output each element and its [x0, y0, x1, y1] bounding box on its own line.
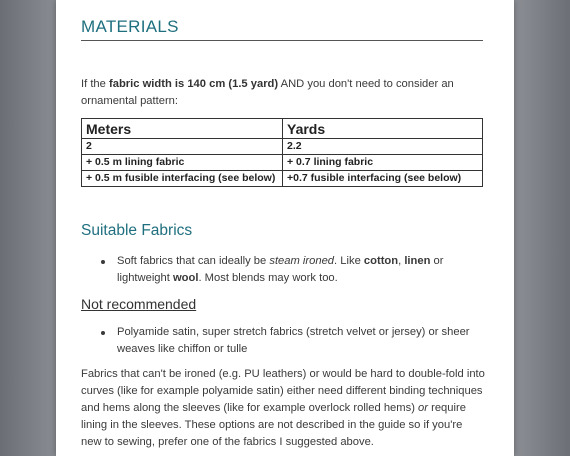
intro-text-2: AND you don't need to consider an ornamental pattern: — [81, 78, 454, 107]
cell-meters-lining: + 0.5 m lining fabric — [82, 155, 283, 171]
cell-meters-base: 2 — [82, 139, 283, 155]
bullet-icon — [101, 260, 105, 264]
bullet-text: . Like — [334, 255, 364, 267]
paragraph-text: require lining in the sleeves. These options are not described in the guide so if you're new to sewing, prefer one of the fabrics I suggested above. — [81, 402, 466, 448]
bullet-text: . Most blends may work too. — [198, 272, 338, 284]
cell-yards-lining: + 0.7 lining fabric — [283, 155, 483, 171]
bullet-text: Soft fabrics that can ideally be — [117, 255, 270, 267]
cell-meters-interfacing: + 0.5 m fusible interfacing (see below) — [82, 171, 283, 187]
document-page — [56, 0, 514, 456]
or-italic-text: or — [418, 402, 428, 414]
linen-text: linen — [404, 255, 431, 267]
steam-ironed-text: steam ironed — [269, 255, 335, 267]
bullet-text: or lightweight — [117, 255, 444, 284]
suitable-fabrics-list — [101, 253, 471, 287]
not-recommended-list — [101, 324, 471, 358]
intro-fabric-width: fabric width is 140 cm (1.5 yard) — [109, 78, 279, 90]
fabric-notes-paragraph — [81, 366, 485, 451]
header-meters: Meters — [82, 119, 283, 139]
table-row — [82, 155, 483, 171]
heading-divider — [81, 40, 483, 41]
paragraph-text: Fabrics that can't be ironed (e.g. PU leathers) or would be hard to double-fold into curves (like for example polyamide satin) either need different binding techniques and hems along the sleeves (like for example overlock rolled hems) — [81, 368, 485, 414]
not-recommended-heading: Not recommended — [81, 296, 197, 312]
materials-heading: MATERIALS — [81, 17, 179, 36]
list-item — [101, 324, 471, 358]
header-yards: Yards — [283, 119, 483, 139]
materials-intro — [81, 76, 485, 110]
table-header-row — [82, 119, 483, 139]
intro-text-1: If the — [81, 78, 109, 90]
cell-yards-base: 2.2 — [283, 139, 483, 155]
list-item — [101, 253, 471, 287]
wool-text: wool — [172, 272, 199, 284]
table-row — [82, 139, 483, 155]
bullet-icon — [101, 331, 105, 335]
table-row — [82, 171, 483, 187]
suitable-fabrics-heading: Suitable Fabrics — [81, 222, 193, 239]
cell-yards-interfacing: +0.7 fusible interfacing (see below) — [283, 171, 483, 187]
materials-table — [81, 118, 483, 187]
bullet-text: , — [398, 255, 405, 267]
cotton-text: cotton — [363, 255, 399, 267]
bullet-text: Polyamide satin, super stretch fabrics (stretch velvet or jersey) or sheer weaves like chiffon or tulle — [117, 326, 470, 355]
